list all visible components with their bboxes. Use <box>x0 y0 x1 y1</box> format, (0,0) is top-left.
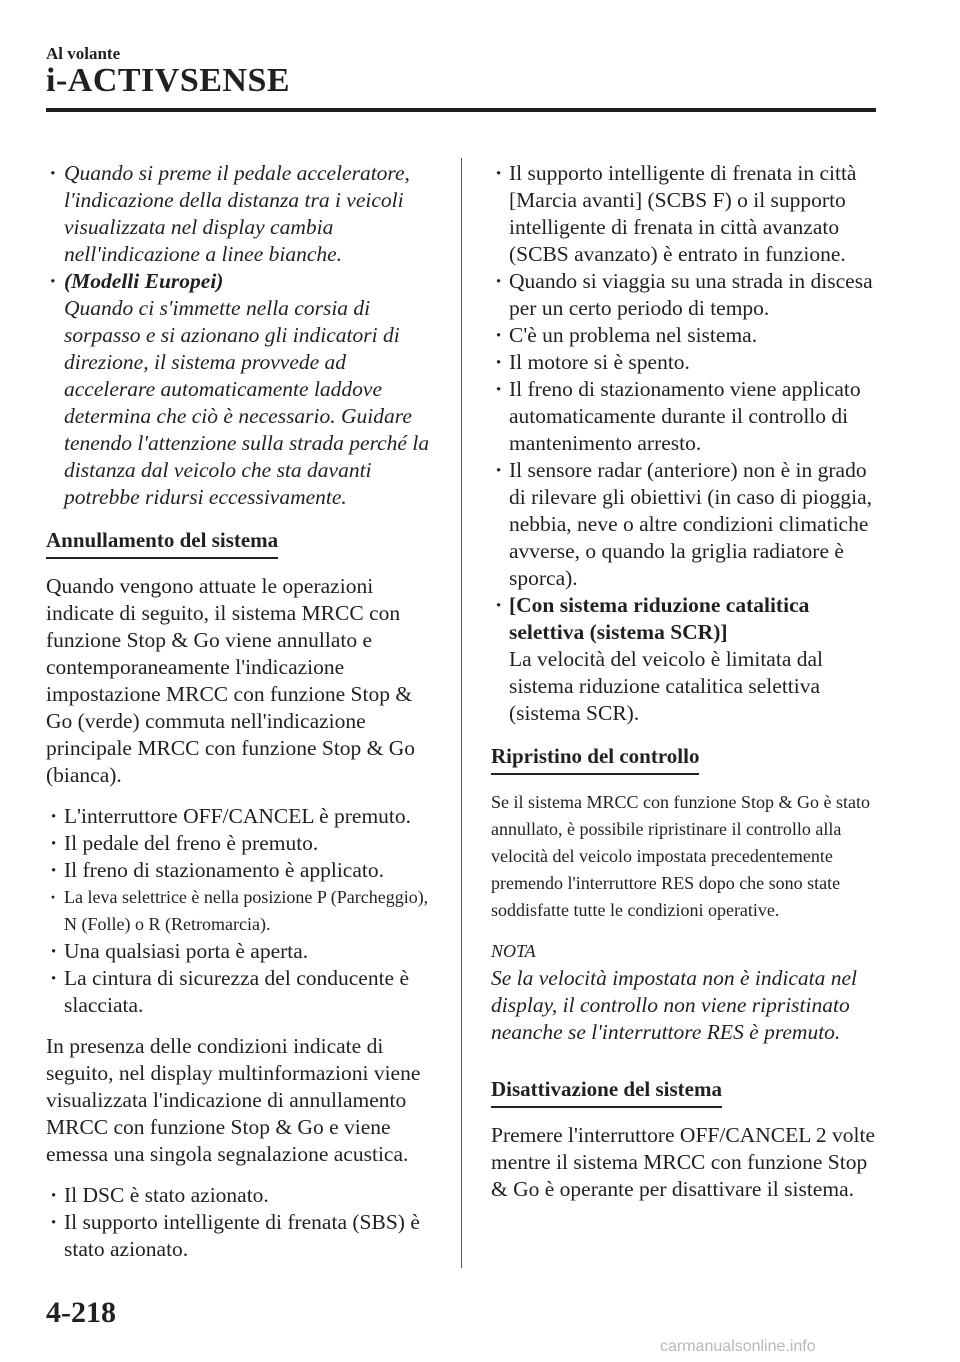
section-label: Al volante <box>46 44 121 63</box>
list-item: · Il supporto intelligente di frenata (SBS) è stato azionato. <box>46 1209 441 1263</box>
list-item: · Quando si preme il pedale acceleratore, l'indicazione della distanza tra i veicoli visualizzata nel display cambia nell'indicazione a linee bianche. <box>46 160 441 268</box>
list-item: · Il sensore radar (anteriore) non è in grado di rilevare gli obiettivi (in caso di pioggia, nebbia, neve o altre condizioni climatiche avverse, o quando la griglia radiatore è sporca). <box>491 457 886 592</box>
list-item: · Una qualsiasi porta è aperta. <box>46 938 441 965</box>
right-column <box>491 160 886 1203</box>
list-item: · L'interruttore OFF/CANCEL è premuto. <box>46 803 441 830</box>
deactivation-heading: Disattivazione del sistema <box>491 1076 722 1108</box>
resume-heading: Ripristino del controllo <box>491 743 699 775</box>
cancel-heading: Annullamento del sistema <box>46 527 278 559</box>
scr-text: La velocità del veicolo è limitata dal sistema riduzione catalitica selettiva (sistema SCR). <box>509 647 824 725</box>
resume-paragraph: Se il sistema MRCC con funzione Stop & Go è stato annullato, è possibile ripristinare il controllo alla velocità del veicolo impostata precedentemente premendo l'interruttore RES dopo che sono state soddisfatte tutte le condizioni operative. <box>491 792 870 920</box>
list-item: · Il motore si è spento. <box>491 349 886 376</box>
list-item: · Il DSC è stato azionato. <box>46 1182 441 1209</box>
list-item-eu <box>46 268 441 511</box>
scr-head: [Con sistema riduzione catalitica selettiva (sistema SCR)] <box>509 593 810 644</box>
eu-bullet-text: Quando ci s'immette nella corsia di sorpasso e si azionano gli indicatori di direzione, il sistema provvede ad accelerare automaticamente laddove determina che ciò è necessario. Guidare tenendo l'attenzione sulla strada perché la distanza dal veicolo che sta davanti potrebbe ridursi eccessivamente. <box>64 296 430 509</box>
list-item: · C'è un problema nel sistema. <box>491 322 886 349</box>
eu-bullet-head: (Modelli Europei) <box>64 269 224 293</box>
warning-paragraph: In presenza delle condizioni indicate di seguito, nel display multinformazioni viene visualizzata l'indicazione di annullamento MRCC con funzione Stop & Go e viene emessa una singola segnalazione acustica. <box>46 1034 421 1166</box>
note-text: Se la velocità impostata non è indicata nel display, il controllo non viene ripristinato neanche se l'interruttore RES è premuto. <box>491 966 858 1044</box>
page-header <box>46 44 120 64</box>
list-item: · Il freno di stazionamento viene applicato automaticamente durante il controllo di mantenimento arresto. <box>491 376 886 457</box>
left-column <box>46 160 441 1263</box>
cancel-paragraph: Quando vengono attuate le operazioni indicate di seguito, il sistema MRCC con funzione Stop & Go viene annullato e contemporaneamente l'indicazione impostazione MRCC con funzione Stop & Go (verde) commuta nell'indicazione principale MRCC con funzione Stop & Go (bianca). <box>46 574 416 787</box>
list-item-scr <box>491 592 886 727</box>
list-item-small: · La leva selettrice è nella posizione P (Parcheggio), N (Folle) o R (Retromarcia). <box>46 884 441 938</box>
column-divider <box>461 158 462 1268</box>
deactivation-paragraph: Premere l'interruttore OFF/CANCEL 2 volte mentre il sistema MRCC con funzione Stop & Go è operante per disattivare il sistema. <box>491 1123 876 1201</box>
note-label: NOTA <box>491 941 536 961</box>
page-title: i-ACTIVSENSE <box>46 62 291 99</box>
list-item: · Il freno di stazionamento è applicato. <box>46 857 441 884</box>
list-item: · La cintura di sicurezza del conducente è slacciata. <box>46 965 441 1019</box>
page-number: 4-218 <box>46 1296 116 1329</box>
list-item: · Il pedale del freno è premuto. <box>46 830 441 857</box>
header-rule <box>46 108 876 112</box>
watermark: carmanualsonline.info <box>660 1338 816 1355</box>
list-item: · Quando si viaggia su una strada in discesa per un certo periodo di tempo. <box>491 268 886 322</box>
list-item: · Il supporto intelligente di frenata in città [Marcia avanti] (SCBS F) o il supporto intelligente di frenata in città avanzato (SCBS avanzato) è entrato in funzione. <box>491 160 886 268</box>
